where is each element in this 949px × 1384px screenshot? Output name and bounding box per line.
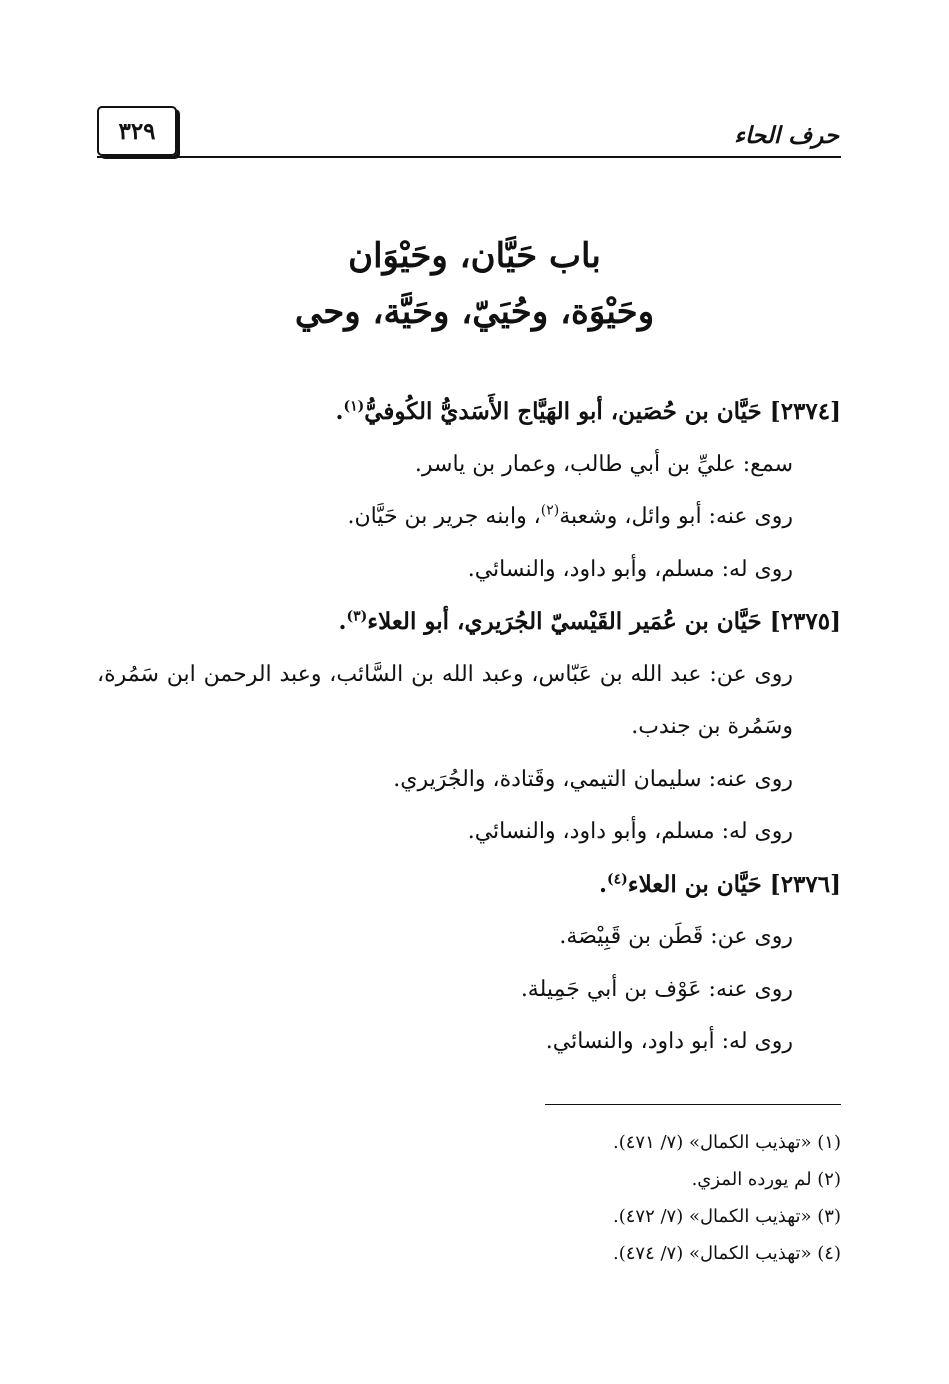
entry-number: [٢٣٧٤] <box>769 398 841 425</box>
entry-name: حَيَّان بن حُصَين، أبو الهَيَّاج الأَسَديُّ الكُوفيُّ <box>364 398 762 425</box>
chapter-title-line-1: باب حَيَّان، وحَيْوَان <box>348 236 601 276</box>
entry-end: . <box>598 870 607 898</box>
entry-end: . <box>338 608 347 635</box>
entry-line: روى عنه: عَوْف بن أبي جَمِيلة. <box>520 976 793 1002</box>
chapter-title <box>100 228 849 340</box>
footnote-rule <box>545 1104 841 1105</box>
entry-line: روى له: مسلم، وأبو داود، والنسائي. <box>467 556 793 582</box>
footnote: (٣) «تهذيب الكمال» (٧/ ٤٧٢). <box>612 1206 841 1227</box>
entry-line: روى عن: عبد الله بن عَبّاس، وعبد الله بن السَّائب، وعبد الرحمن ابن سَمُرة، وسَمُرة بن جندب. <box>97 661 793 739</box>
entry-line-text: ، وابنه جرير بن حَيَّان. <box>347 504 541 529</box>
entry-line: روى عن: قَطَن بن قَبِيْصَة. <box>559 924 793 949</box>
footnote-marker: (١) <box>343 398 365 415</box>
page-number: ٣٢٩ <box>97 106 177 156</box>
footnote: (١) «تهذيب الكمال» (٧/ ٤٧١). <box>612 1132 841 1153</box>
footnote: (٢) لم يورده المزي. <box>691 1169 841 1190</box>
entry-line: سمع: عليِّ بن أبي طالب، وعمار بن ياسر. <box>414 451 793 477</box>
entry-heading <box>97 386 841 439</box>
entry-heading <box>97 596 841 649</box>
footnotes <box>97 1124 841 1272</box>
running-title: حرف الحاء <box>734 122 839 149</box>
entry-number: [٢٣٧٥] <box>769 608 841 635</box>
entry-name: حَيَّان بن عُمَير القَيْسيّ الجُرَيري، أبو العلاء <box>367 608 762 635</box>
footnote: (٤) «تهذيب الكمال» (٧/ ٤٧٤). <box>612 1243 841 1264</box>
entry-line-text: روى عنه: أبو وائل، وشعبة <box>559 504 793 529</box>
entry-line: روى عنه: سليمان التيمي، وقَتادة، والجُرَيري. <box>393 766 793 792</box>
entry-number: [٢٣٧٦] <box>769 870 841 898</box>
entry-line <box>97 491 841 544</box>
entry-name: حَيَّان بن العلاء <box>627 870 762 898</box>
entries-body <box>97 386 841 1069</box>
entry-end: . <box>335 398 344 425</box>
footnote-marker: (٣) <box>346 608 368 625</box>
header-rule <box>97 156 841 158</box>
entry-line: روى له: أبو داود، والنسائي. <box>545 1029 793 1054</box>
footnote-marker: (٤) <box>606 870 628 887</box>
entry-heading <box>97 859 841 912</box>
entry-line: روى له: مسلم، وأبو داود، والنسائي. <box>467 819 793 844</box>
chapter-title-line-2: وحَيْوَة، وحُيَيّ، وحَيَّة، وحي <box>294 292 655 332</box>
footnote-marker: (٢) <box>540 502 560 519</box>
